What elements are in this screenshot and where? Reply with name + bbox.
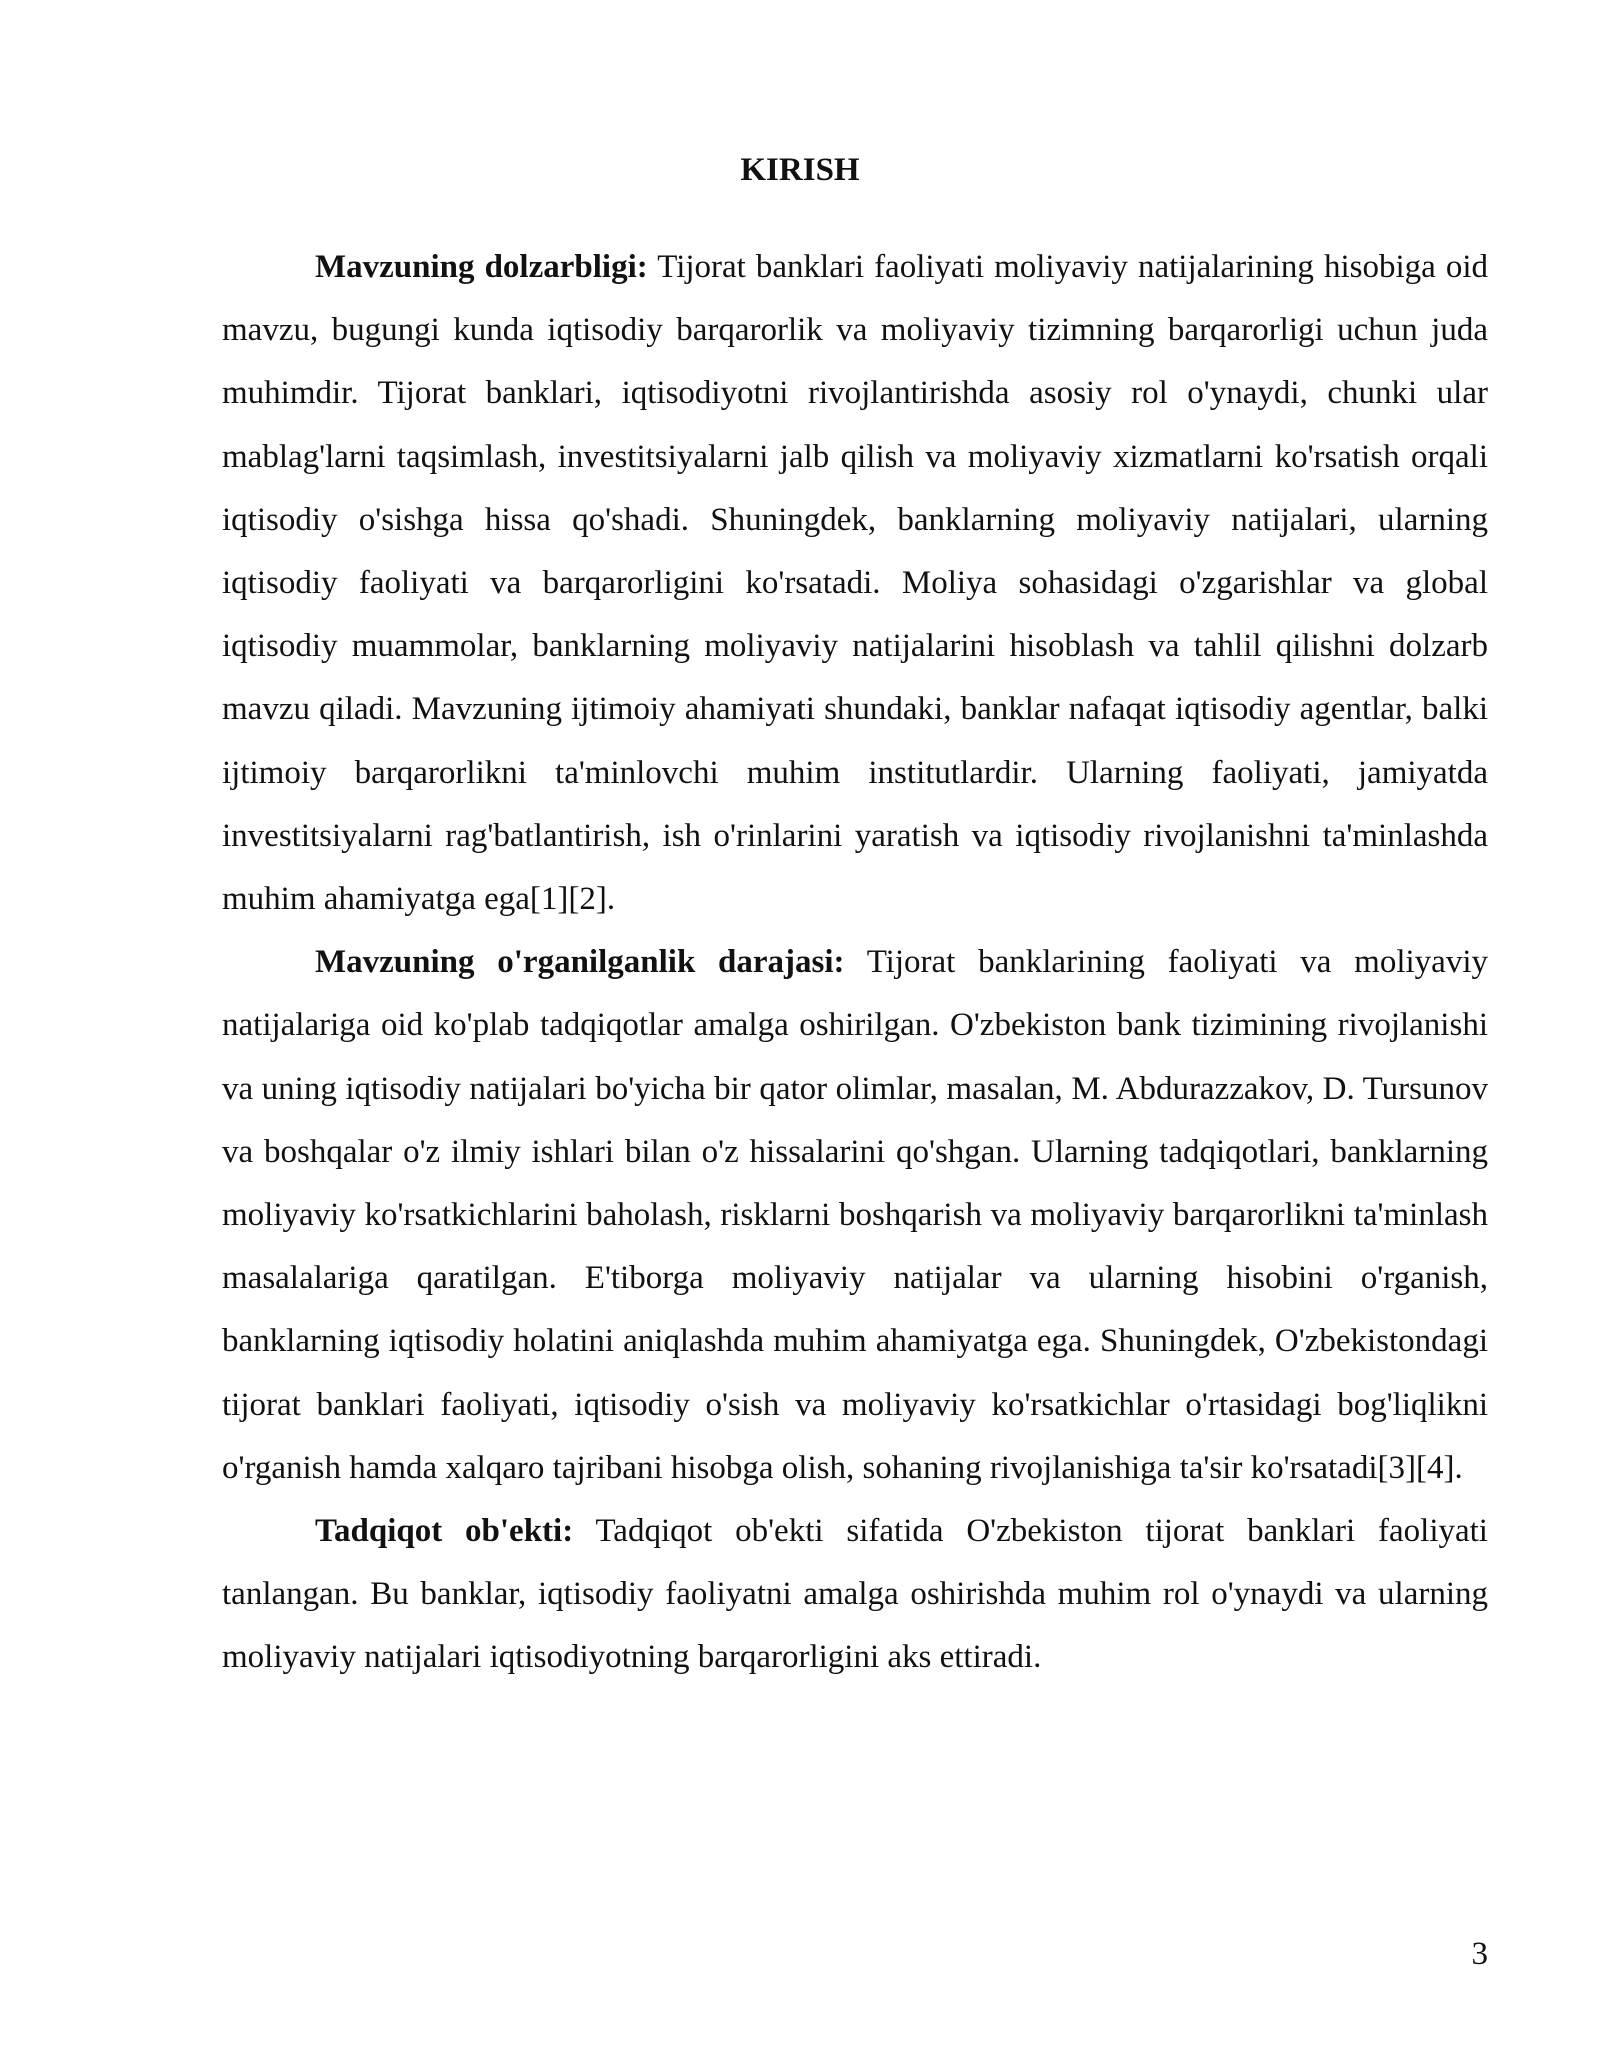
page-number: 3	[1471, 1936, 1488, 1972]
paragraph-heading: Mavzuning dolzarbligi:	[315, 249, 648, 285]
paragraph-text: Tijorat banklari faoliyati moliyaviy natijalarining hisobiga oid mavzu, bugungi kunda iqtisodiy barqarorlik va moliyaviy tizimning barqarorligi uchun juda muhimdir. Tijorat banklari, iqtisodiyotni rivojlantirishda asosiy rol o'ynaydi, chunki ular mablag'larni taqsimlash, investitsiyalarni jalb qilish va moliyaviy xizmatlarni ko'rsatish orqali iqtisodiy o'sishga hissa qo'shadi. Shuningdek, banklarning moliyaviy natijalari, ularning iqtisodiy faoliyati va barqarorligini ko'rsatadi. Moliya sohasidagi o'zgarishlar va global iqtisodiy muammolar, banklarning moliyaviy natijalarini hisoblash va tahlil qilishni dolzarb mavzu qiladi. Mavzuning ijtimoiy ahamiyati shundaki, banklar nafaqat iqtisodiy agentlar, balki ijtimoiy barqarorlikni ta'minlovchi muhim institutlardir. Ularning faoliyati, jamiyatda investitsiyalarni rag'batlantirish, ish o'rinlarini yaratish va iqtisodiy rivojlanishni ta'minlashda muhim ahamiyatga ega[1][2].	[222, 249, 1488, 918]
paragraph-relevance	[222, 236, 1488, 931]
paragraph-research-object	[222, 1500, 1488, 1690]
paragraph-heading: Tadqiqot ob'ekti:	[315, 1513, 574, 1550]
paragraph-heading: Mavzuning o'rganilganlik darajasi:	[315, 944, 845, 981]
paragraph-text: Tijorat banklarining faoliyati va moliyaviy natijalariga oid ko'plab tadqiqotlar amalga oshirilgan. O'zbekiston bank tizimining rivojlanishi va uning iqtisodiy natijalari bo'yicha bir qator olimlar, masalan, M. Abdurazzakov, D. Tursunov va boshqalar o'z ilmiy ishlari bilan o'z hissalarini qo'shgan. Ularning tadqiqotlari, banklarning moliyaviy ko'rsatkichlarini baholash, risklarni boshqarish va moliyaviy barqarorlikni ta'minlash masalalariga qaratilgan. E'tiborga moliyaviy natijalar va ularning hisobini o'rganish, banklarning iqtisodiy holatini aniqlashda muhim ahamiyatga ega. Shuningdek, O'zbekistondagi tijorat banklari faoliyati, iqtisodiy o'sish va moliyaviy ko'rsatkichlar o'rtasidagi bog'liqlikni o'rganish hamda xalqaro tajribani hisobga olish, sohaning rivojlanishiga ta'sir ko'rsatadi[3][4].	[222, 944, 1488, 1486]
paragraph-study-level	[222, 931, 1488, 1500]
paragraph-text: Tadqiqot ob'ekti sifatida O'zbekiston tijorat banklari faoliyati tanlangan. Bu banklar, iqtisodiy faoliyatni amalga oshirishda muhim rol o'ynaydi va ularning moliyaviy natijalari iqtisodiyotning barqarorligini aks ettiradi.	[222, 1513, 1488, 1676]
document-body	[222, 236, 1488, 1690]
page-title: KIRISH	[740, 152, 860, 188]
